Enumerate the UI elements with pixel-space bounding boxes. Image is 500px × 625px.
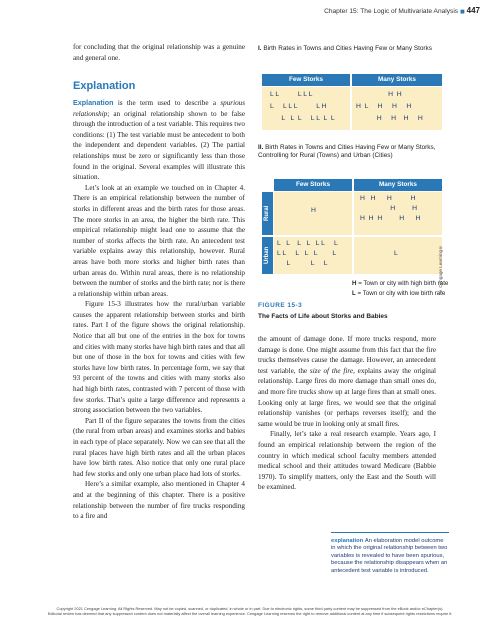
glossary-term: explanation: [331, 538, 364, 544]
row-label-urban: Urban: [262, 237, 273, 274]
cell-many: H H H L H H H H H H H: [352, 87, 442, 130]
legend-low: L = Town or city with low birth rate: [352, 290, 446, 297]
copyright-footer: Copyright 2021 Cengage Learning. All Rights Reserved. May not be copied, scanned, or duplicated, in whole or in part. Due to electronic rights, some third party content may be suppressed from the eBook and/or eChapter(s). Editorial review has deemed that any suppressed content does not materially affect the overall learning experience. Cengage Learning reserves the right to remove additional content at any time if subsequent rights restrictions require it.: [47, 606, 453, 616]
cell-rural-many: H H H H H H H H H H H: [354, 192, 442, 235]
paragraph-medicare: Finally, let’s take a real research example. Years ago, I found an empirical relationship between the region of the country in which medical school faculty members attended medical school and their attitudes toward Medicare (Babbie 1970). To simplify matters, only the East and the South will be examined.: [258, 430, 436, 492]
figure-part1-table: [262, 74, 442, 130]
key-term: Explanation: [73, 99, 114, 107]
header-many-storks-2: Many Storks: [354, 179, 442, 191]
intro-paragraph: for concluding that the original relationship was a genuine and general one.: [73, 43, 245, 62]
paragraph-storks: Let’s look at an example we touched on in Chapter 4. There is an empirical relationship between the number of storks in different areas and the birth rates for those areas. The more storks in an area, the higher the birth rate. This empirical relationship might lead one to assume that the number of storks affects the birth rate. An antecedent test variable explains away this relationship, however. Rural areas have both more storks and higher birth rates than urban areas do. Within rural areas, there is no relationship between the number of storks and the birth rate; nor is there a relationship within urban areas.: [73, 183, 245, 298]
figure-title: The Facts of Life about Storks and Babies: [258, 313, 388, 320]
header-bullet: ■: [459, 7, 465, 16]
chapter-title: Chapter 15: The Logic of Multivariate Analysis: [324, 8, 459, 15]
legend-high: H = Town or city with high birth rate: [352, 280, 449, 287]
header-many-storks: Many Storks: [352, 74, 442, 86]
emphasis-fire-size: size of the fire: [309, 366, 354, 375]
figure-part2-title: II. Birth Rates in Towns and Cities Having Few or Many Storks, Controlling for Rural (Towns) and Urban (Cities): [258, 144, 436, 160]
paragraph-part2: Part II of the figure separates the towns from the cities (the rural from urban areas) and examines storks and babies in each type of place separately. Now we can see that all the rural places have high birth rates and all the urban places have low birth rates. Also notice that only one rural place had few storks and only one urban place had lots of storks.: [73, 416, 245, 478]
figure-label: FIGURE 15-3: [258, 302, 303, 309]
section-heading: Explanation: [73, 80, 136, 92]
header-few-storks-2: Few Storks: [274, 179, 352, 191]
figure-part1-title: I. Birth Rates in Towns and Cities Having Few or Many Storks: [258, 45, 432, 52]
cell-rural-few: H: [274, 192, 352, 235]
paragraph-firetrucks: Here’s a similar example, also mentioned in Chapter 4 and at the beginning of this chapter. There is a positive relationship between the number of fire trucks responding to a fire and: [73, 480, 245, 521]
glossary-definition: An elaboration model outcome in which the original relationship between two variables is revealed to have been spurious, because the relationship disappears when an antecedent test variable is introduced.: [331, 538, 448, 574]
emphasis-spurious: spurious relationship: [73, 99, 245, 118]
row-label-rural: Rural: [262, 192, 273, 235]
glossary-box: [331, 532, 449, 575]
header-few-storks: Few Storks: [262, 74, 350, 86]
paragraph-fire-damage: the amount of damage done. If more trucks respond, more damage is done. One might assume from this fact that the fire trucks themselves cause the damage. However, an antecedent test variable, the size of the fire, explains away the original relationship. Large fires do more damage than small ones do, and more fire trucks show up at large fires than at small ones. Looking only at large fires, we would see that the original relationship vanishes (or perhaps reverses itself); and the same would be true in looking only at small fires.: [258, 335, 436, 428]
cell-urban-few: L L L L L L L L L L L L L L L L: [274, 237, 352, 274]
running-header: [0, 6, 480, 16]
left-body: [73, 98, 245, 522]
paragraph-figure: Figure 15-3 illustrates how the rural/urban variable causes the apparent relationship between storks and birth rates. Part I of the figure shows the original relationship. Notice that all but one of the entries in the box for towns and cities with many storks have high birth rates and that all but one of those in the box for towns and cities with few storks have low birth rates. In percentage form, we say that 93 percent of the towns and cities with many storks also had high birth rates, contrasted with 7 percent of those with few storks. That’s quite a large difference and represents a strong association between the two variables.: [73, 300, 245, 415]
right-body: [258, 334, 436, 493]
page-number: 447: [466, 6, 480, 15]
cell-urban-many: L: [354, 237, 442, 274]
paragraph-definition: Explanation is the term used to describe a spurious relationship; an original relationship shown to be false through the introduction of a test variable. This requires two conditions: (1) The test variable must be antecedent to both the independent and dependent variables. (2) The partial relationships must be zero or significantly less than those found in the original. Several examples will illustrate this situation.: [73, 99, 245, 182]
figure-part2-table: [262, 179, 442, 279]
figure-copyright: © Cengage Learning®: [438, 244, 443, 294]
cell-few: L L L L L L L L L L H L L L L L L L: [262, 87, 350, 130]
intro-text: [73, 42, 245, 63]
